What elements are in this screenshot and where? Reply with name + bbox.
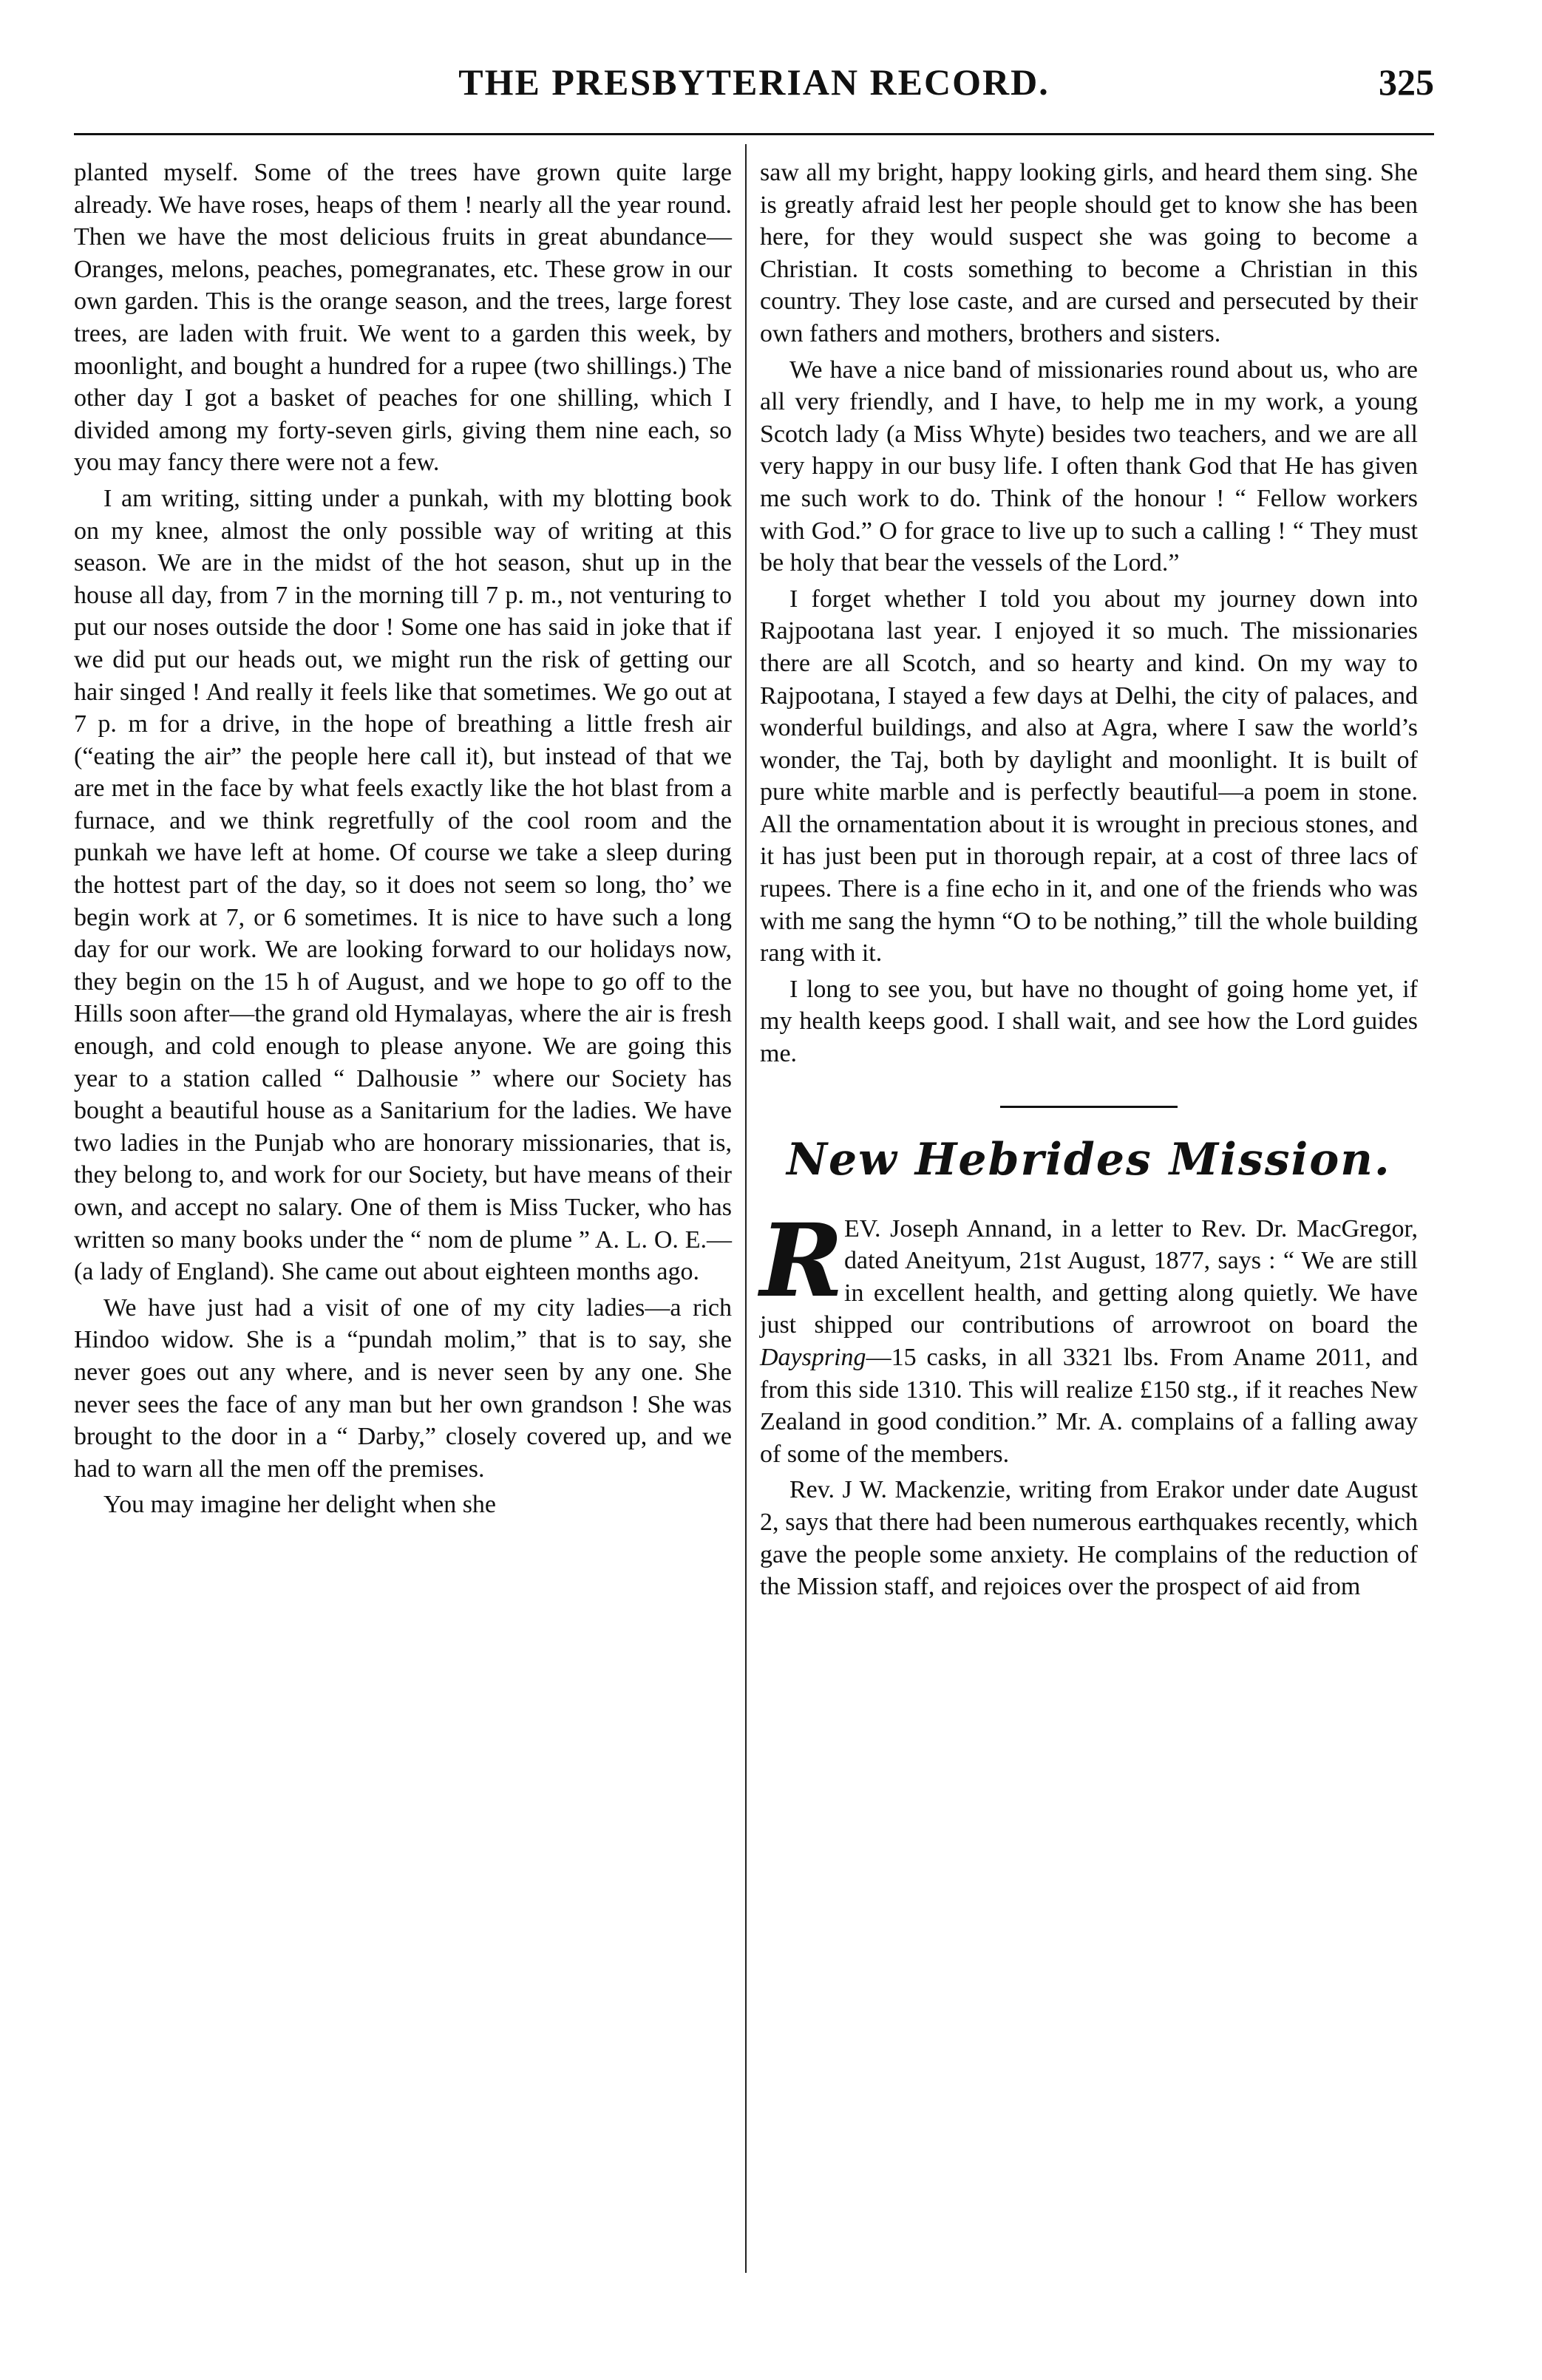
left-paragraph-4: You may imagine her delight when she [103,1491,497,1519]
drop-cap: R [760,1201,844,1320]
left-paragraph-2: I am writing, sitting under a punkah, with my blotting book on my knee, almost the only possible way of writing at this season. We are in the midst of the hot season, shut up in the house all day, from 7 in the morning till 7 p. m., not venturing to put our noses outside the door ! Some one has said in joke that if we did put our heads out, we might run the risk of getting our hair singed ! And really it feels like that sometimes. We go out at 7 p. m for a drive, in the hope of breathing a little fresh air (“eating the air” the people here call it), but instead of that we are met in the face by what feels exactly like the hot blast from a furnace, and we think regretfully of the cool room and the punkah we have left at home. Of course we take a sleep during the hottest part of the day, so it does not seem so long, tho’ we begin work at 7, or 6 sometimes. It is nice to have such a long day for our work. We are looking forward to our holidays now, they begin on the 15 h of August, and we hope to go off to the Hills soon after—the grand old Hymalayas, where the air is fresh enough, and cold enough to please anyone. We are going this year to a station called “ Dalhousie ” where our Society has bought a beautiful house as a Sanitarium for the ladies. We have two ladies in the Punjab who are honorary missionaries, that is, they belong to, and work for our Society, but have means of their own, and accept no salary. One of them is Miss Tucker, who has written so many books under the “ nom de plume ” A. L. O. E.—(a lady of England). She came out about eighteen months ago. [74,484,732,1286]
ship-name: Dayspring [760,1344,866,1371]
right-column [760,157,1418,1603]
column-divider [745,144,747,2273]
left-column [74,157,732,1521]
left-paragraph-1: planted myself. Some of the trees have grown quite large already. We have roses, heaps of them ! nearly all the year round. Then we have the most delicious fruits in great abundance—Oranges, melons, peaches, pomegranates, etc. These grow in our own garden. This is the orange season, and the trees, large forest trees, are laden with fruit. We went to a garden this week, by moonlight, and bought a hundred for a rupee (two shillings.) The other day I got a basket of peaches for one shilling, which I divided among my forty-seven girls, giving them nine each, so you may fancy there were not a few. [74,159,732,477]
right-paragraph-2: We have a nice band of missionaries round about us, who are all very friendly, and I have, to help me in my work, a young Scotch lady (a Miss Whyte) besides two teachers, and we are all very happy in our busy life. I often thank God that He has given me such work to do. Think of the honour ! “ Fellow workers with God.” O for grace to live up to such a calling ! “ They must be holy that bear the vessels of the Lord.” [760,356,1418,577]
header-rule [74,133,1434,135]
annand-paragraph [760,1201,1418,1471]
section-separator [1000,1106,1178,1108]
right-paragraph-4: I long to see you, but have no thought of going home yet, if my health keeps good. I shall wait, and see how the Lord guides me. [760,975,1418,1068]
page-number: 325 [1379,61,1434,103]
right-paragraph-1: saw all my bright, happy looking girls, and heard them sing. She is greatly afraid lest her people should get to know she has been here, for they would suspect she was going to become a Christian. It costs something to become a Christian in this country. They lose caste, and are cursed and persecuted by their own fathers and mothers, brothers and sisters. [760,159,1418,347]
annand-text-1: EV. Joseph Annand, in a letter to Rev. Dr. MacGregor, dated Aneityum, 21st August, 1877, says : “ We are still in excellent health, and getting along quietly. We have just shipped our contributions of arrowroot on board the [760,1214,1418,1339]
annand-text-2: —15 casks, in all 3321 lbs. From Aname 2011, and from this side 1310. This will realize £150 stg., if it reaches New Zealand in good condition.” Mr. A. complains of a falling away of some of the members. [760,1344,1418,1468]
left-paragraph-3: We have just had a visit of one of my city ladies—a rich Hindoo widow. She is a “pundah molim,” that is to say, she never goes out any where, and is never seen by any one. She never sees the face of any man but her own grandson ! She was brought to the door in a “ Darby,” closely covered up, and we had to warn all the men off the premises. [74,1293,732,1483]
section-title: New Hebrides Mission. [787,1133,1391,1186]
page-header [74,61,1434,120]
publication-title: THE PRESBYTERIAN RECORD. [458,61,1050,103]
right-paragraph-3: I forget whether I told you about my journey down into Rajpootana last year. I enjoyed it so much. The missionaries there are all Scotch, and so hearty and kind. On my way to Rajpootana, I stayed a few days at Delhi, the city of palaces, and wonderful buildings, and also at Agra, where I saw the world’s wonder, the Taj, both by daylight and moonlight. It is built of pure white marble and is perfectly beautiful—a poem in stone. All the ornamentation about it is wrought in precious stones, and it has just been put in thorough repair, at a cost of three lacs of rupees. There is a fine echo in it, and one of the friends who was with me sang the hymn “O to be nothing,” till the whole building rang with it. [760,585,1418,968]
mackenzie-paragraph: Rev. J W. Mackenzie, writing from Erakor under date August 2, says that there had been numerous earthquakes recently, which gave the people some anxiety. He complains of the reduction of the Mission staff, and rejoices over the prospect of aid from [760,1476,1418,1601]
